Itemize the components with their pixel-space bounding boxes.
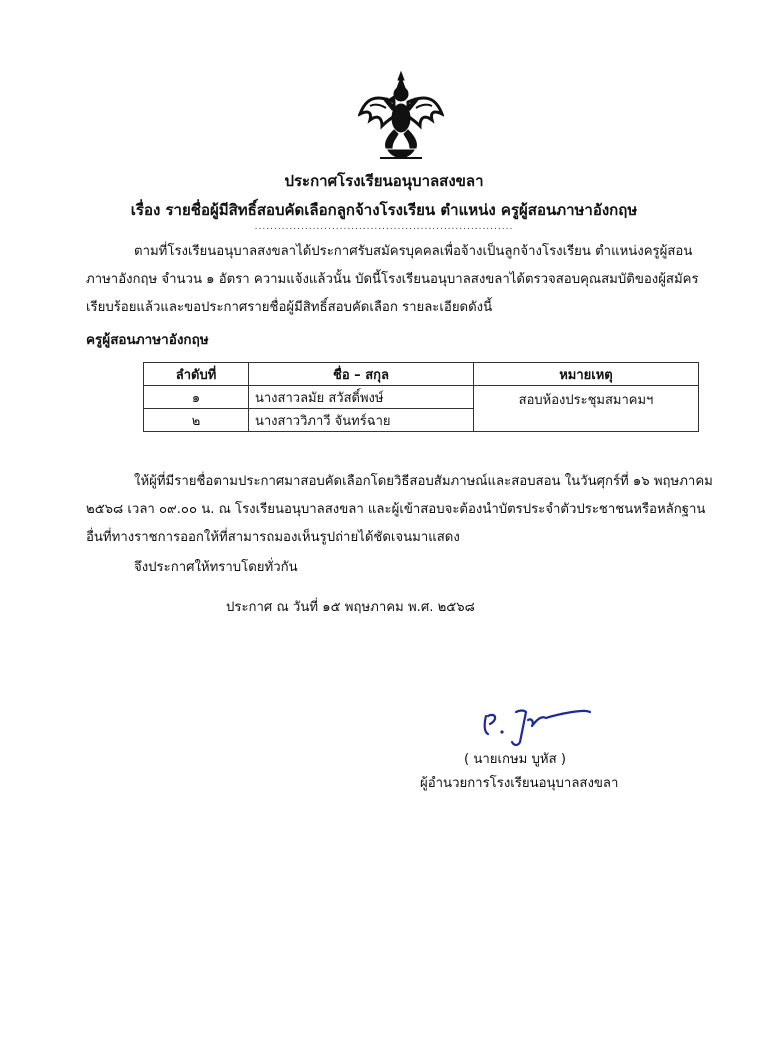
table-header-row bbox=[144, 363, 699, 386]
garuda-emblem-icon bbox=[358, 70, 444, 164]
header-note: หมายเหตุ bbox=[474, 363, 699, 386]
signatory-position: ผู้อำนวยการโรงเรียนอนุบาลสงขลา bbox=[420, 776, 619, 791]
header-order: ลำดับที่ bbox=[144, 363, 249, 386]
intro-paragraph: ตามที่โรงเรียนอนุบาลสงขลาได้ประกาศรับสมัครบุคคลเพื่อจ้างเป็นลูกจ้างโรงเรียน ตำแหน่งครูผู้สอนภาษาอังกฤษ จำนวน ๑ อัตรา ความแจ้งแล้วนั้น บัดนี้โรงเรียนอนุบาลสงขลาได้ตรวจสอบคุณสมบัติของผู้สมัครเรียบร้อยแล้วและขอประกาศรายชื่อผู้มีสิทธิ์สอบคัดเลือก รายละเอียดดังนี้ bbox=[86, 244, 699, 315]
separator-line: ................................................................... bbox=[254, 222, 514, 232]
closing-line: จึงประกาศให้ทราบโดยทั่วกัน bbox=[134, 560, 298, 575]
signature-scribble bbox=[476, 702, 596, 752]
row-name: นางสาววิภาวี จันทร์ฉาย bbox=[249, 409, 474, 432]
announcement-title: ประกาศโรงเรียนอนุบาลสงขลา bbox=[284, 172, 484, 190]
instructions-paragraph: ให้ผู้ที่มีรายชื่อตามประกาศมาสอบคัดเลือกโดยวิธีสอบสัมภาษณ์และสอบสอน ในวันศุกร์ที่ ๑๖ พฤษภาคม ๒๕๖๘ เวลา ๐๙.๐๐ น. ณ โรงเรียนอนุบาลสงขลา และผู้เข้าสอบจะต้องนำบัตรประจำตัวประชาชนหรือหลักฐานอื่นที่ทางราชการออกให้ที่สามารถมองเห็นรูปถ่ายได้ชัดเจนมาแสดง bbox=[86, 474, 713, 545]
header-name: ชื่อ – สกุล bbox=[249, 363, 474, 386]
row-note: สอบห้องประชุมสมาคมฯ bbox=[474, 386, 699, 432]
announcement-subject: เรื่อง รายชื่อผู้มีสิทธิ์สอบคัดเลือกลูกจ้างโรงเรียน ตำแหน่ง ครูผู้สอนภาษาอังกฤษ bbox=[130, 201, 638, 219]
announce-date: ประกาศ ณ วันที่ ๑๕ พฤษภาคม พ.ศ. ๒๕๖๘ bbox=[226, 600, 475, 615]
table-row bbox=[144, 386, 699, 409]
candidate-table bbox=[143, 362, 699, 432]
signatory-name: ( นายเกษม บูหัส ) bbox=[464, 752, 567, 767]
section-title: ครูผู้สอนภาษาอังกฤษ bbox=[86, 332, 209, 348]
row-order: ๒ bbox=[144, 409, 249, 432]
row-order: ๑ bbox=[144, 386, 249, 409]
row-name: นางสาวลมัย สวัสดิ์พงษ์ bbox=[249, 386, 474, 409]
